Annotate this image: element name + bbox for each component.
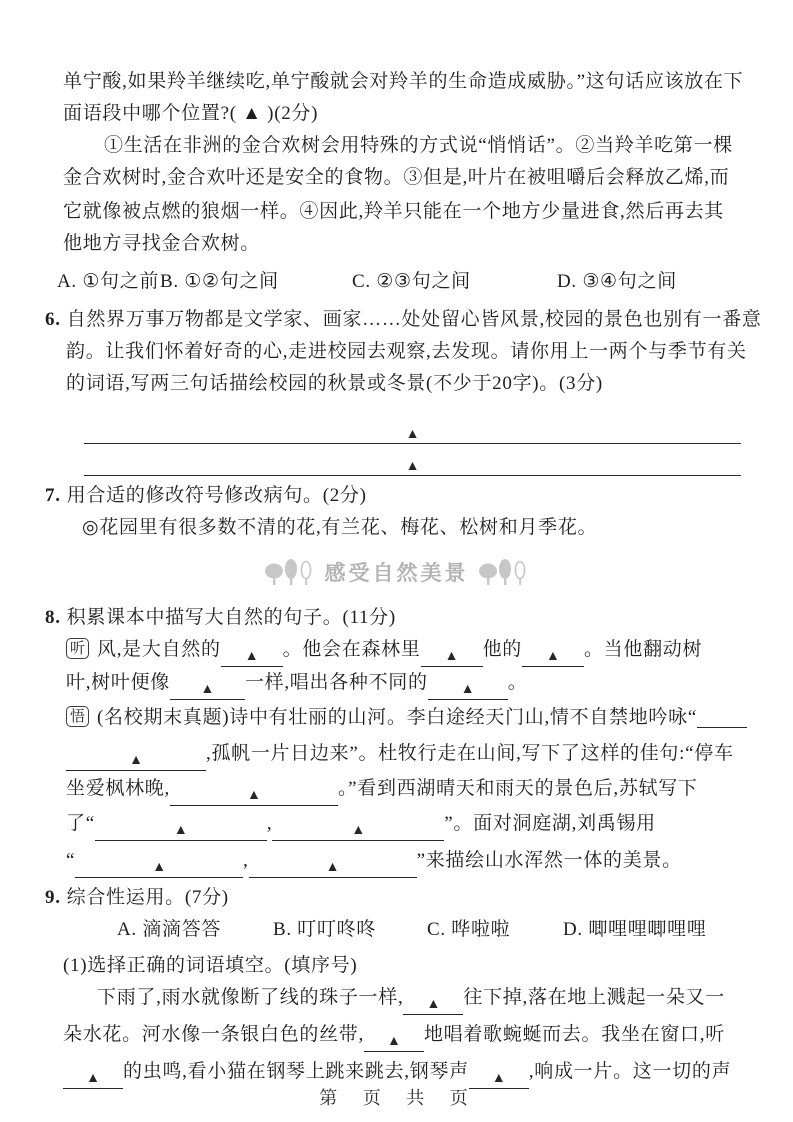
q8-listen-line2 <box>66 667 793 700</box>
q9-subquestion: (1)选择正确的词语填空。(填序号) <box>63 955 358 976</box>
q9-p2-seg-a: 朵水花。河水像一条银白色的丝带, <box>63 1024 364 1045</box>
answer-blank[interactable] <box>697 703 747 728</box>
answer-blank[interactable] <box>170 781 338 806</box>
q8-w2-text: ,孤帆一片日边来”。杜牧行走在山间,写下了这样的佳句:“停车 <box>206 743 734 764</box>
answer-blank[interactable] <box>364 1027 424 1052</box>
section-banner <box>0 556 793 588</box>
q5-option-b: B. ①②句之间 <box>160 271 279 292</box>
q5-stem-line1: 单宁酸,如果羚羊继续吃,单宁酸就会对羚羊的生命造成威胁。”这句话应该放在下 <box>63 71 744 92</box>
trees-decoration-right-icon <box>478 559 530 585</box>
q8-wu-line5 <box>66 845 793 878</box>
page-footer: 第 页 共 页 <box>319 1088 474 1108</box>
q9-line1 <box>45 882 793 914</box>
q9-number: 9. <box>45 887 61 908</box>
answer-triangle-marker: ▲ <box>460 682 475 697</box>
q5-option-c: C. ②③句之间 <box>352 271 471 292</box>
q8-wu-line3 <box>66 773 793 806</box>
q8-w5-seg-b: , <box>243 850 249 871</box>
q6-text-line2: 韵。让我们怀着好奇的心,走进校园去观察,去发现。请你用上一两个与季节有关 <box>66 341 747 362</box>
q9-p3-seg-b: ,响成一片。这一切的声 <box>528 1061 732 1082</box>
answer-triangle-marker: ▲ <box>351 823 366 838</box>
q5-passage-line1: ①生活在非洲的金合欢树会用特殊的方式说“悄悄话”。②当羚羊吃第一棵 <box>104 135 733 156</box>
answer-triangle-marker: ▲ <box>86 1071 100 1086</box>
q6-text-line3: 的词语,写两三句话描绘校园的秋景或冬景(不少于20字)。(3分) <box>66 373 603 394</box>
q5-stem-line2: 面语段中哪个位置?( ▲ )(2分) <box>63 103 319 124</box>
answer-triangle-marker: ▲ <box>129 753 143 768</box>
q5-option-d: D. ③④句之间 <box>557 271 677 292</box>
q6-text-line1: 自然界万事万物都是文学家、画家……处处留心皆风景,校园的景色也别有一番意 <box>66 309 762 330</box>
q5-passage-line4: 他地方寻找金合欢树。 <box>63 233 261 254</box>
q8-w5-seg-a: “ <box>66 850 76 871</box>
q8-l2-seg-a: 叶,树叶便像 <box>66 672 170 693</box>
q5-passage-line3: 它就像被点燃的狼烟一样。④因此,羚羊只能在一个地方少量进食,然后再去其 <box>63 201 725 222</box>
answer-triangle-marker: ▲ <box>325 860 340 875</box>
answer-blank[interactable] <box>66 746 206 771</box>
q9-passage-line1 <box>97 982 793 1015</box>
q8-w3-seg-b: 。”看到西湖晴天和雨天的景色后,苏轼写下 <box>337 778 698 799</box>
q8-l1-seg-d: 。当他翻动树 <box>583 639 703 660</box>
comprehend-badge: 悟 <box>66 706 89 727</box>
listen-badge: 听 <box>66 638 89 659</box>
answer-triangle-marker: ▲ <box>173 823 188 838</box>
q9-options-row <box>0 914 793 946</box>
q9-p1-seg-b: 往下掉,落在地上溅起一朵又一 <box>463 987 725 1008</box>
answer-blank[interactable] <box>221 642 283 667</box>
q9-option-c: C. 哗啦啦 <box>427 919 511 940</box>
q8-wu-line2 <box>66 738 793 771</box>
q7-sentence: ◎花园里有很多数不清的花,有兰花、梅花、松树和月季花。 <box>82 517 598 538</box>
q5-option-a: A. ①句之前 <box>57 271 160 292</box>
q8-wu-line1 <box>66 702 793 734</box>
q9-option-b: B. 叮叮咚咚 <box>273 919 377 940</box>
q9-option-d: D. 唧哩哩唧哩哩 <box>563 919 707 940</box>
q6-answer-line-2[interactable] <box>84 446 741 476</box>
q8-w3-seg-a: 坐爱枫林晚, <box>66 778 170 799</box>
q6-number: 6. <box>45 309 61 330</box>
q8-w1-text: (名校期末真题)诗中有壮丽的山河。李白途经天门山,情不自禁地吟咏“ <box>97 707 697 728</box>
q5-options-row <box>0 266 793 298</box>
answer-triangle-marker: ▲ <box>387 1034 401 1049</box>
q8-l1-seg-b: 。他会在森林里 <box>282 639 421 660</box>
q8-l1-seg-c: 他的 <box>482 639 522 660</box>
answer-triangle-marker: ▲ <box>152 860 167 875</box>
q9-p3-seg-a: 的虫鸣,看小猫在钢琴上跳来跳去,钢琴声 <box>123 1061 469 1082</box>
answer-blank[interactable] <box>75 853 243 878</box>
q9-option-a: A. 滴滴答答 <box>117 919 222 940</box>
answer-triangle-marker: ▲ <box>247 788 261 803</box>
answer-blank[interactable] <box>170 675 245 700</box>
q8-w4-seg-c: ”。面对洞庭湖,刘禹锡用 <box>444 813 656 834</box>
answer-blank[interactable] <box>272 816 444 841</box>
answer-blank[interactable] <box>522 642 584 667</box>
answer-triangle-marker: ▲ <box>244 649 259 664</box>
answer-blank[interactable] <box>95 816 267 841</box>
q8-w4-seg-a: 了“ <box>66 813 95 834</box>
answer-triangle-marker: ▲ <box>444 649 459 664</box>
q8-wu-line4 <box>66 808 793 841</box>
q8-title: 积累课本中描写大自然的句子。(11分) <box>66 607 396 628</box>
q7-number: 7. <box>45 485 61 506</box>
q9-p2-seg-b: 地唱着歌蜿蜒而去。我坐在窗口,听 <box>423 1024 725 1045</box>
answer-blank[interactable] <box>403 990 463 1015</box>
q7-line1 <box>45 480 793 512</box>
q5-passage-line2: 金合欢树时,金合欢叶还是安全的食物。③但是,叶片在被咀嚼后会释放乙烯,而 <box>63 167 730 188</box>
answer-triangle-marker: ▲ <box>546 649 560 664</box>
answer-triangle-marker: ▲ <box>405 427 420 442</box>
q8-line1 <box>45 602 793 634</box>
q8-number: 8. <box>45 607 61 628</box>
q8-w5-seg-c: ”来描绘山水浑然一体的美景。 <box>416 850 682 871</box>
q6-line1 <box>45 304 793 336</box>
q9-passage-line2 <box>63 1019 793 1052</box>
answer-blank[interactable] <box>421 642 483 667</box>
q8-listen-line1 <box>66 634 793 667</box>
answer-blank[interactable] <box>249 853 417 878</box>
section-title: 感受自然美景 <box>324 561 469 585</box>
answer-triangle-marker: ▲ <box>200 682 215 697</box>
answer-blank[interactable] <box>428 675 508 700</box>
q9-p1-seg-a: 下雨了,雨水就像断了线的珠子一样, <box>97 987 404 1008</box>
q6-answer-line-1[interactable] <box>84 414 741 444</box>
answer-triangle-marker: ▲ <box>405 459 420 474</box>
trees-decoration-left-icon <box>264 559 316 585</box>
q8-l2-seg-b: 一样,唱出各种不同的 <box>244 672 428 693</box>
q9-title: 综合性运用。(7分) <box>66 887 229 908</box>
answer-triangle-marker: ▲ <box>491 1071 506 1086</box>
q8-w4-seg-b: , <box>266 813 273 834</box>
q8-l2-seg-c: 。 <box>507 672 528 693</box>
answer-triangle-marker: ▲ <box>426 997 441 1012</box>
q7-title: 用合适的修改符号修改病句。(2分) <box>66 485 367 506</box>
q8-l1-seg-a: 风,是大自然的 <box>97 639 221 660</box>
